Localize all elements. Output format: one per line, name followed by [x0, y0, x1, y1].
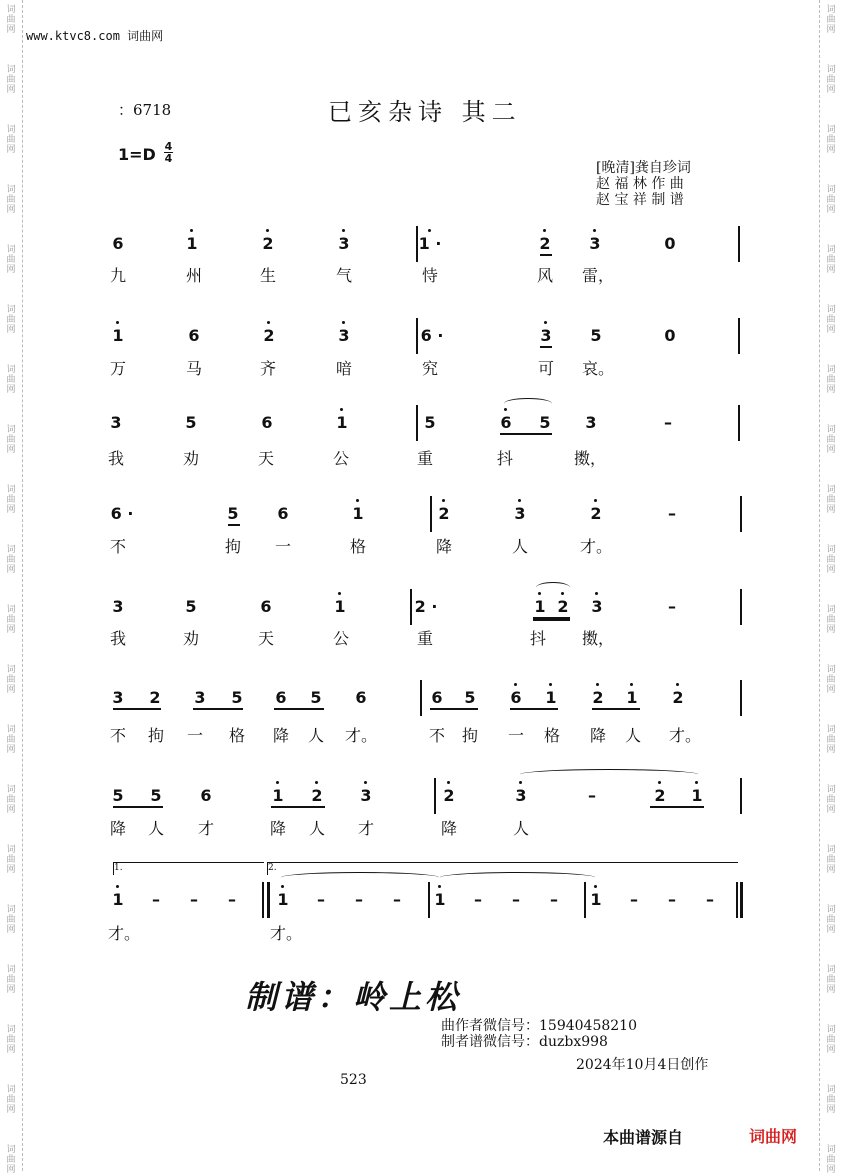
underline	[540, 254, 552, 256]
underline	[510, 708, 558, 710]
watermark-text: 词 曲 网	[826, 485, 836, 515]
lyric: 哀。	[581, 359, 615, 378]
watermark-text: 词 曲 网	[6, 1025, 16, 1055]
lyric: 齐	[259, 359, 277, 378]
volta-second: 2.	[267, 862, 738, 875]
lyric: 擞，	[581, 629, 615, 648]
barline	[416, 318, 418, 354]
note: 5	[539, 413, 551, 432]
lyric: 天	[257, 629, 275, 648]
lyric: 万	[109, 359, 127, 378]
lyric: 劝	[182, 629, 200, 648]
barline	[740, 589, 742, 625]
watermark-text: 词 曲 网	[826, 1145, 836, 1175]
underline	[533, 619, 570, 621]
note: 6	[431, 688, 443, 707]
lyric: 格	[349, 537, 367, 556]
lyric: 才。	[579, 537, 613, 556]
composer-credit: 赵 福 林 作 曲	[596, 176, 684, 192]
note: 3	[338, 326, 350, 345]
barline	[410, 589, 412, 625]
barline	[740, 778, 742, 814]
note: –	[668, 597, 676, 616]
watermark-text: 词 曲 网	[6, 65, 16, 95]
note: –	[664, 413, 672, 432]
note: –	[630, 890, 638, 909]
underline	[540, 346, 552, 348]
note: 5	[112, 786, 124, 805]
octave-dot	[676, 683, 679, 686]
watermark-text: 词 曲 网	[826, 5, 836, 35]
barline	[420, 680, 422, 716]
watermark-text: 词 曲 网	[6, 365, 16, 395]
note: –	[152, 890, 160, 909]
watermark-text: 词 曲 网	[6, 845, 16, 875]
note: 3	[112, 688, 124, 707]
left-watermark-strip	[0, 0, 23, 1175]
lyric: 才	[197, 819, 215, 838]
note: 6	[355, 688, 367, 707]
octave-dot	[315, 781, 318, 784]
barline	[740, 680, 742, 716]
note: 2	[557, 597, 569, 616]
note: 2	[672, 688, 684, 707]
note: 6	[510, 688, 522, 707]
lyric: 才。	[269, 924, 303, 943]
barline	[738, 318, 740, 354]
lyric: 拘	[147, 726, 165, 745]
creation-date: 2024年10月4日创作	[576, 1057, 709, 1073]
note: 5	[590, 326, 602, 345]
note: 6 ·	[420, 326, 444, 345]
note: 0	[664, 234, 676, 253]
lyric: 喑	[335, 359, 353, 378]
note: 3	[338, 234, 350, 253]
note: 6	[260, 597, 272, 616]
note: 3	[591, 597, 603, 616]
note: 5	[150, 786, 162, 805]
octave-dot	[438, 885, 441, 888]
note: 1	[434, 890, 446, 909]
note: 0	[664, 326, 676, 345]
barline	[584, 882, 586, 918]
lyric: 人	[147, 819, 165, 838]
note: 1	[277, 890, 289, 909]
lyric: 拘	[461, 726, 479, 745]
lyric: 重	[416, 629, 434, 648]
note: –	[190, 890, 198, 909]
lyric: 马	[185, 359, 203, 378]
underline	[271, 806, 325, 808]
lyric: 雷，	[581, 266, 615, 285]
octave-dot	[276, 781, 279, 784]
watermark-text: 词 曲 网	[6, 305, 16, 335]
watermark-text: 词 曲 网	[6, 125, 16, 155]
lyric: 劝	[182, 449, 200, 468]
lyric: 重	[416, 449, 434, 468]
note: 1	[334, 597, 346, 616]
watermark-text: 词 曲 网	[6, 725, 16, 755]
time-signature: 4 4	[164, 140, 173, 165]
final-barline	[740, 882, 743, 918]
note: 1	[112, 890, 124, 909]
note: 6	[277, 504, 289, 523]
lyric: 降	[269, 819, 287, 838]
watermark-text: 词 曲 网	[826, 665, 836, 695]
note: 1	[626, 688, 638, 707]
octave-dot	[116, 321, 119, 324]
watermark-text: 词 曲 网	[6, 785, 16, 815]
watermark-text: 词 曲 网	[6, 905, 16, 935]
barline	[740, 496, 742, 532]
watermark-text: 词 曲 网	[6, 605, 16, 635]
lyric: 格	[543, 726, 561, 745]
lyric: 不	[428, 726, 446, 745]
lyric: 降	[272, 726, 290, 745]
lyric: 不	[109, 726, 127, 745]
note: –	[668, 890, 676, 909]
key-signature: 1=D	[118, 145, 156, 164]
note: –	[317, 890, 325, 909]
lyric: 一	[274, 537, 292, 556]
octave-dot	[595, 592, 598, 595]
note: 2	[539, 234, 551, 253]
barline	[416, 405, 418, 441]
note: –	[474, 890, 482, 909]
lyric: 恃	[421, 266, 439, 285]
note: 5	[227, 504, 239, 523]
barline	[430, 496, 432, 532]
octave-dot	[447, 781, 450, 784]
lyric: 不	[109, 537, 127, 556]
note: 2	[590, 504, 602, 523]
octave-dot	[364, 781, 367, 784]
note: 1	[186, 234, 198, 253]
note: 1	[545, 688, 557, 707]
lyric: 一	[186, 726, 204, 745]
lyric: 擞，	[573, 449, 607, 468]
watermark-text: 词 曲 网	[826, 845, 836, 875]
note: 3	[589, 234, 601, 253]
note: 2	[443, 786, 455, 805]
octave-dot	[267, 321, 270, 324]
note: 3	[514, 504, 526, 523]
octave-dot	[594, 499, 597, 502]
lyric: 格	[228, 726, 246, 745]
note: 2	[263, 326, 275, 345]
lyric: 拘	[224, 537, 242, 556]
octave-dot	[281, 885, 284, 888]
note: 1	[272, 786, 284, 805]
header-url[interactable]: www.ktvc8.com 词曲网	[26, 29, 164, 43]
note: 1	[691, 786, 703, 805]
watermark-text: 词 曲 网	[6, 665, 16, 695]
lyric: 一	[507, 726, 525, 745]
octave-dot	[593, 229, 596, 232]
octave-dot	[340, 408, 343, 411]
underline	[592, 708, 640, 710]
note: 6	[500, 413, 512, 432]
lyric: 降	[589, 726, 607, 745]
lyric: 人	[512, 819, 530, 838]
lyric: 我	[109, 629, 127, 648]
underline	[274, 708, 324, 710]
watermark-text: 词 曲 网	[826, 725, 836, 755]
lyric: 降	[435, 537, 453, 556]
song-number: ：6718	[118, 101, 172, 119]
watermark-text: 词 曲 网	[826, 245, 836, 275]
watermark-text: 词 曲 网	[6, 5, 16, 35]
underline	[430, 708, 478, 710]
note: 5	[424, 413, 436, 432]
underline	[113, 806, 163, 808]
credits	[596, 160, 691, 208]
lyric: 人	[307, 726, 325, 745]
footer-brand-link[interactable]: 词曲网	[749, 1127, 798, 1146]
watermark-text: 词 曲 网	[826, 905, 836, 935]
watermark-text: 词 曲 网	[826, 1025, 836, 1055]
watermark-text: 词 曲 网	[6, 1145, 16, 1175]
watermark-text: 词 曲 网	[6, 545, 16, 575]
lyric: 可	[537, 359, 555, 378]
lyric: 究	[421, 359, 439, 378]
watermark-text: 词 曲 网	[826, 185, 836, 215]
watermark-text: 词 曲 网	[826, 125, 836, 155]
note: 2	[311, 786, 323, 805]
note: 6 ·	[110, 504, 134, 523]
octave-dot	[519, 781, 522, 784]
lyric: 天	[257, 449, 275, 468]
octave-dot	[190, 229, 193, 232]
barline	[738, 405, 740, 441]
lyric: 才。	[107, 924, 141, 943]
repeat-barline	[267, 882, 270, 918]
slur	[520, 769, 698, 780]
note: –	[228, 890, 236, 909]
note: –	[512, 890, 520, 909]
note: 3	[540, 326, 552, 345]
watermark-text: 词 曲 网	[826, 65, 836, 95]
lyric: 风	[536, 266, 554, 285]
note: 2	[262, 234, 274, 253]
octave-dot	[594, 885, 597, 888]
lyric: 抖	[529, 629, 547, 648]
note: 3	[360, 786, 372, 805]
watermark-text: 词 曲 网	[826, 545, 836, 575]
barline	[738, 226, 740, 262]
note: –	[393, 890, 401, 909]
lyric: 才。	[344, 726, 378, 745]
lyric: 降	[109, 819, 127, 838]
note: 2	[149, 688, 161, 707]
octave-dot	[658, 781, 661, 784]
lyric: 才	[357, 819, 375, 838]
note: 3	[515, 786, 527, 805]
watermark-text: 词 曲 网	[826, 1085, 836, 1115]
barline	[434, 778, 436, 814]
watermark-text: 词 曲 网	[826, 965, 836, 995]
underline	[193, 708, 243, 710]
watermark-text: 词 曲 网	[826, 305, 836, 335]
octave-dot	[543, 229, 546, 232]
volta-first: 1.	[113, 862, 264, 875]
octave-dot	[266, 229, 269, 232]
lyric: 公	[332, 629, 350, 648]
octave-dot	[428, 229, 431, 232]
note: 5	[464, 688, 476, 707]
lyric: 人	[308, 819, 326, 838]
note: –	[668, 504, 676, 523]
note: 3	[194, 688, 206, 707]
note: 1	[352, 504, 364, 523]
arranger-credit: 赵 宝 祥 制 谱	[596, 192, 684, 208]
lyric: 公	[332, 449, 350, 468]
octave-dot	[342, 321, 345, 324]
note: 6	[112, 234, 124, 253]
note: 6	[261, 413, 273, 432]
underline	[500, 433, 552, 435]
note: 2	[592, 688, 604, 707]
note: 5	[185, 597, 197, 616]
footer-source: 本曲谱源自	[603, 1128, 684, 1147]
watermark-text: 词 曲 网	[6, 425, 16, 455]
arranger-wechat: 制者谱微信号：duzbx998	[441, 1034, 608, 1050]
underline	[650, 806, 704, 808]
note: 6	[275, 688, 287, 707]
note: –	[706, 890, 714, 909]
watermark-text: 词 曲 网	[826, 605, 836, 635]
lyric: 降	[440, 819, 458, 838]
octave-dot	[356, 499, 359, 502]
lyric: 我	[107, 449, 125, 468]
watermark-text: 词 曲 网	[6, 485, 16, 515]
underline	[113, 708, 161, 710]
note: 5	[231, 688, 243, 707]
note: 3	[585, 413, 597, 432]
lyric: 人	[624, 726, 642, 745]
note: 2	[654, 786, 666, 805]
octave-dot	[549, 683, 552, 686]
octave-dot	[116, 885, 119, 888]
lyricist-credit: [晚清]龚自珍词	[596, 160, 691, 176]
octave-dot	[518, 499, 521, 502]
note: 2 ·	[414, 597, 438, 616]
note: –	[355, 890, 363, 909]
barline	[416, 226, 418, 262]
song-title: 已亥杂诗 其二	[328, 98, 522, 126]
barline	[736, 882, 738, 918]
watermark-text: 词 曲 网	[6, 1085, 16, 1115]
lyric: 抖	[496, 449, 514, 468]
note: –	[588, 786, 596, 805]
lyric: 才。	[668, 726, 702, 745]
lyric: 九	[109, 266, 127, 285]
slur	[504, 398, 552, 409]
note: 2	[438, 504, 450, 523]
note: 1 ·	[418, 234, 442, 253]
watermark-text: 词 曲 网	[6, 965, 16, 995]
arranger-signature: 制谱：岭上松	[245, 978, 462, 1016]
note: 3	[112, 597, 124, 616]
watermark-text: 词 曲 网	[6, 185, 16, 215]
octave-dot	[630, 683, 633, 686]
barline	[262, 882, 264, 918]
note: 6	[200, 786, 212, 805]
octave-dot	[442, 499, 445, 502]
octave-dot	[342, 229, 345, 232]
barline	[428, 882, 430, 918]
octave-dot	[544, 321, 547, 324]
watermark-text: 词 曲 网	[6, 245, 16, 275]
note: 1	[590, 890, 602, 909]
lyric: 气	[335, 266, 353, 285]
note: –	[550, 890, 558, 909]
note: 1	[534, 597, 546, 616]
note: 1	[336, 413, 348, 432]
note: 1	[112, 326, 124, 345]
slur	[536, 582, 570, 593]
note: 3	[110, 413, 122, 432]
composer-wechat: 曲作者微信号：15940458210	[441, 1018, 637, 1034]
note: 6	[188, 326, 200, 345]
watermark-text: 词 曲 网	[826, 785, 836, 815]
lyric: 州	[185, 266, 203, 285]
octave-dot	[338, 592, 341, 595]
lyric: 生	[259, 266, 277, 285]
octave-dot	[695, 781, 698, 784]
note: 5	[185, 413, 197, 432]
page-number: 523	[340, 1072, 367, 1088]
underline	[228, 524, 240, 526]
right-watermark-strip	[819, 0, 842, 1175]
watermark-text: 词 曲 网	[826, 365, 836, 395]
octave-dot	[596, 683, 599, 686]
octave-dot	[514, 683, 517, 686]
note: 5	[310, 688, 322, 707]
lyric: 人	[511, 537, 529, 556]
watermark-text: 词 曲 网	[826, 425, 836, 455]
